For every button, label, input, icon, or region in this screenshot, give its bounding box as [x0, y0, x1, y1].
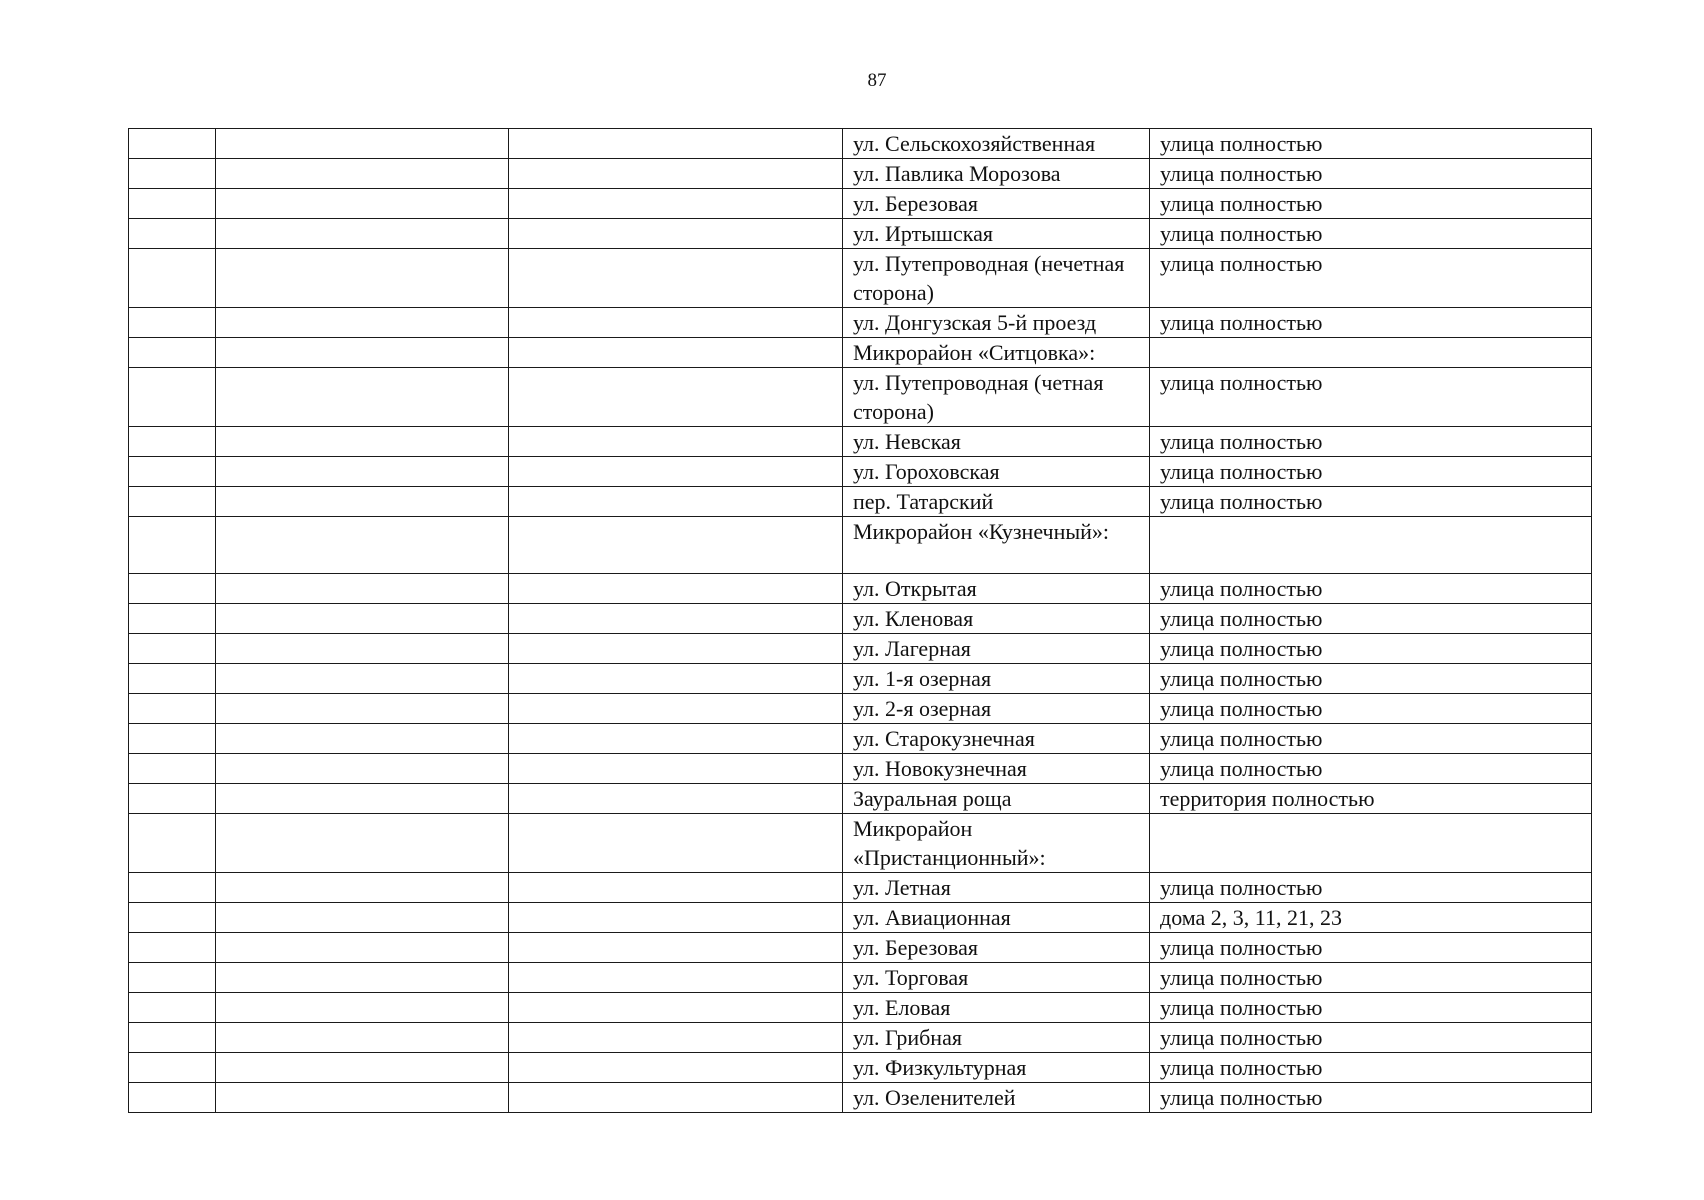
empty-cell-institution [509, 1053, 843, 1083]
empty-cell-institution [509, 457, 843, 487]
empty-cell-number [129, 724, 216, 754]
empty-cell-district [216, 1083, 509, 1113]
empty-cell-district [216, 249, 509, 308]
empty-cell-institution [509, 754, 843, 784]
empty-cell-district [216, 694, 509, 724]
table-row [129, 249, 1592, 308]
empty-cell-district [216, 664, 509, 694]
empty-cell-number [129, 1053, 216, 1083]
empty-cell-district [216, 308, 509, 338]
table-row [129, 963, 1592, 993]
empty-cell-number [129, 517, 216, 574]
empty-cell-institution [509, 517, 843, 574]
table-row [129, 724, 1592, 754]
table-row [129, 784, 1592, 814]
table-row [129, 368, 1592, 427]
table-row [129, 574, 1592, 604]
empty-cell-district [216, 1053, 509, 1083]
table-row [129, 604, 1592, 634]
empty-cell-institution [509, 963, 843, 993]
table-row [129, 308, 1592, 338]
empty-cell-number [129, 1023, 216, 1053]
microdistrict-header-cell: Микрорайон «Кузнечный»: [843, 517, 1150, 574]
table-row [129, 1053, 1592, 1083]
street-cell: ул. Березовая [843, 189, 1150, 219]
coverage-cell: улица полностью [1150, 129, 1592, 159]
coverage-cell [1150, 338, 1592, 368]
coverage-cell: улица полностью [1150, 873, 1592, 903]
empty-cell-institution [509, 634, 843, 664]
coverage-cell: улица полностью [1150, 368, 1592, 427]
empty-cell-district [216, 457, 509, 487]
address-table-body [129, 129, 1592, 1113]
table-row [129, 427, 1592, 457]
table-row-section-header [129, 814, 1592, 873]
empty-cell-institution [509, 784, 843, 814]
coverage-cell: улица полностью [1150, 634, 1592, 664]
table-row [129, 189, 1592, 219]
street-cell: Зауральная роща [843, 784, 1150, 814]
coverage-cell: улица полностью [1150, 604, 1592, 634]
empty-cell-number [129, 159, 216, 189]
empty-cell-institution [509, 1023, 843, 1053]
empty-cell-institution [509, 219, 843, 249]
coverage-cell: улица полностью [1150, 189, 1592, 219]
empty-cell-number [129, 338, 216, 368]
coverage-cell: улица полностью [1150, 457, 1592, 487]
street-cell: ул. Иртышская [843, 219, 1150, 249]
coverage-cell: улица полностью [1150, 724, 1592, 754]
street-cell: ул. Открытая [843, 574, 1150, 604]
empty-cell-district [216, 993, 509, 1023]
street-cell: ул. 1-я озерная [843, 664, 1150, 694]
coverage-cell: улица полностью [1150, 993, 1592, 1023]
empty-cell-district [216, 189, 509, 219]
empty-cell-institution [509, 993, 843, 1023]
empty-cell-institution [509, 574, 843, 604]
empty-cell-district [216, 517, 509, 574]
coverage-cell: улица полностью [1150, 754, 1592, 784]
coverage-cell: улица полностью [1150, 574, 1592, 604]
table-row [129, 664, 1592, 694]
empty-cell-institution [509, 249, 843, 308]
coverage-cell: улица полностью [1150, 1053, 1592, 1083]
empty-cell-number [129, 427, 216, 457]
empty-cell-institution [509, 189, 843, 219]
empty-cell-number [129, 219, 216, 249]
empty-cell-number [129, 873, 216, 903]
empty-cell-institution [509, 368, 843, 427]
empty-cell-institution [509, 129, 843, 159]
street-cell: ул. Еловая [843, 993, 1150, 1023]
street-cell: ул. Торговая [843, 963, 1150, 993]
empty-cell-institution [509, 873, 843, 903]
empty-cell-district [216, 634, 509, 664]
empty-cell-number [129, 933, 216, 963]
empty-cell-institution [509, 664, 843, 694]
table-row [129, 933, 1592, 963]
empty-cell-institution [509, 933, 843, 963]
table-row-section-header [129, 338, 1592, 368]
empty-cell-institution [509, 724, 843, 754]
empty-cell-district [216, 933, 509, 963]
coverage-cell [1150, 814, 1592, 873]
empty-cell-district [216, 604, 509, 634]
empty-cell-number [129, 249, 216, 308]
table-row [129, 457, 1592, 487]
street-cell: ул. Гороховская [843, 457, 1150, 487]
empty-cell-number [129, 814, 216, 873]
empty-cell-number [129, 664, 216, 694]
street-cell: ул. Невская [843, 427, 1150, 457]
coverage-cell: территория полностью [1150, 784, 1592, 814]
empty-cell-number [129, 308, 216, 338]
coverage-cell: улица полностью [1150, 487, 1592, 517]
empty-cell-number [129, 903, 216, 933]
street-cell: ул. Грибная [843, 1023, 1150, 1053]
empty-cell-district [216, 784, 509, 814]
street-cell: ул. Лагерная [843, 634, 1150, 664]
empty-cell-number [129, 189, 216, 219]
coverage-cell: улица полностью [1150, 249, 1592, 308]
empty-cell-institution [509, 159, 843, 189]
coverage-cell [1150, 517, 1592, 574]
empty-cell-district [216, 219, 509, 249]
empty-cell-institution [509, 814, 843, 873]
coverage-cell: улица полностью [1150, 963, 1592, 993]
street-cell: ул. Путепроводная (четная сторона) [843, 368, 1150, 427]
table-row [129, 993, 1592, 1023]
coverage-cell: улица полностью [1150, 427, 1592, 457]
empty-cell-number [129, 129, 216, 159]
coverage-cell: улица полностью [1150, 308, 1592, 338]
street-cell: ул. 2-я озерная [843, 694, 1150, 724]
empty-cell-number [129, 457, 216, 487]
empty-cell-district [216, 963, 509, 993]
empty-cell-institution [509, 1083, 843, 1113]
street-cell: ул. Новокузнечная [843, 754, 1150, 784]
street-cell: ул. Физкультурная [843, 1053, 1150, 1083]
empty-cell-institution [509, 427, 843, 457]
empty-cell-number [129, 754, 216, 784]
street-cell: ул. Летная [843, 873, 1150, 903]
table-row [129, 1023, 1592, 1053]
empty-cell-district [216, 754, 509, 784]
empty-cell-number [129, 963, 216, 993]
empty-cell-number [129, 634, 216, 664]
empty-cell-number [129, 694, 216, 724]
street-cell: ул. Донгузская 5-й проезд [843, 308, 1150, 338]
empty-cell-institution [509, 308, 843, 338]
coverage-cell: дома 2, 3, 11, 21, 23 [1150, 903, 1592, 933]
table-row [129, 129, 1592, 159]
street-cell: ул. Кленовая [843, 604, 1150, 634]
empty-cell-district [216, 338, 509, 368]
table-row [129, 487, 1592, 517]
empty-cell-institution [509, 338, 843, 368]
empty-cell-district [216, 873, 509, 903]
empty-cell-district [216, 129, 509, 159]
table-row [129, 1083, 1592, 1113]
table-row-section-header [129, 517, 1592, 574]
microdistrict-header-cell: Микрорайон «Ситцовка»: [843, 338, 1150, 368]
empty-cell-district [216, 1023, 509, 1053]
empty-cell-district [216, 159, 509, 189]
empty-cell-district [216, 487, 509, 517]
empty-cell-number [129, 993, 216, 1023]
street-cell: ул. Авиационная [843, 903, 1150, 933]
empty-cell-institution [509, 903, 843, 933]
table-row [129, 694, 1592, 724]
street-cell: пер. Татарский [843, 487, 1150, 517]
address-table [128, 128, 1592, 1113]
empty-cell-district [216, 574, 509, 604]
microdistrict-header-cell: Микрорайон «Пристанционный»: [843, 814, 1150, 873]
street-cell: ул. Старокузнечная [843, 724, 1150, 754]
coverage-cell: улица полностью [1150, 1083, 1592, 1113]
coverage-cell: улица полностью [1150, 1023, 1592, 1053]
street-cell: ул. Озеленителей [843, 1083, 1150, 1113]
table-row [129, 634, 1592, 664]
page-number: 87 [867, 70, 887, 91]
coverage-cell: улица полностью [1150, 694, 1592, 724]
empty-cell-institution [509, 604, 843, 634]
empty-cell-district [216, 724, 509, 754]
street-cell: ул. Сельскохозяйственная [843, 129, 1150, 159]
table-row [129, 873, 1592, 903]
table-row [129, 219, 1592, 249]
coverage-cell: улица полностью [1150, 664, 1592, 694]
empty-cell-district [216, 814, 509, 873]
street-cell: ул. Березовая [843, 933, 1150, 963]
street-cell: ул. Павлика Морозова [843, 159, 1150, 189]
empty-cell-district [216, 368, 509, 427]
coverage-cell: улица полностью [1150, 933, 1592, 963]
empty-cell-institution [509, 694, 843, 724]
coverage-cell: улица полностью [1150, 219, 1592, 249]
empty-cell-district [216, 903, 509, 933]
table-row [129, 754, 1592, 784]
street-cell: ул. Путепроводная (нечетная сторона) [843, 249, 1150, 308]
empty-cell-institution [509, 487, 843, 517]
empty-cell-number [129, 604, 216, 634]
empty-cell-number [129, 487, 216, 517]
empty-cell-number [129, 1083, 216, 1113]
coverage-cell: улица полностью [1150, 159, 1592, 189]
empty-cell-district [216, 427, 509, 457]
table-row [129, 903, 1592, 933]
empty-cell-number [129, 574, 216, 604]
empty-cell-number [129, 368, 216, 427]
table-row [129, 159, 1592, 189]
empty-cell-number [129, 784, 216, 814]
